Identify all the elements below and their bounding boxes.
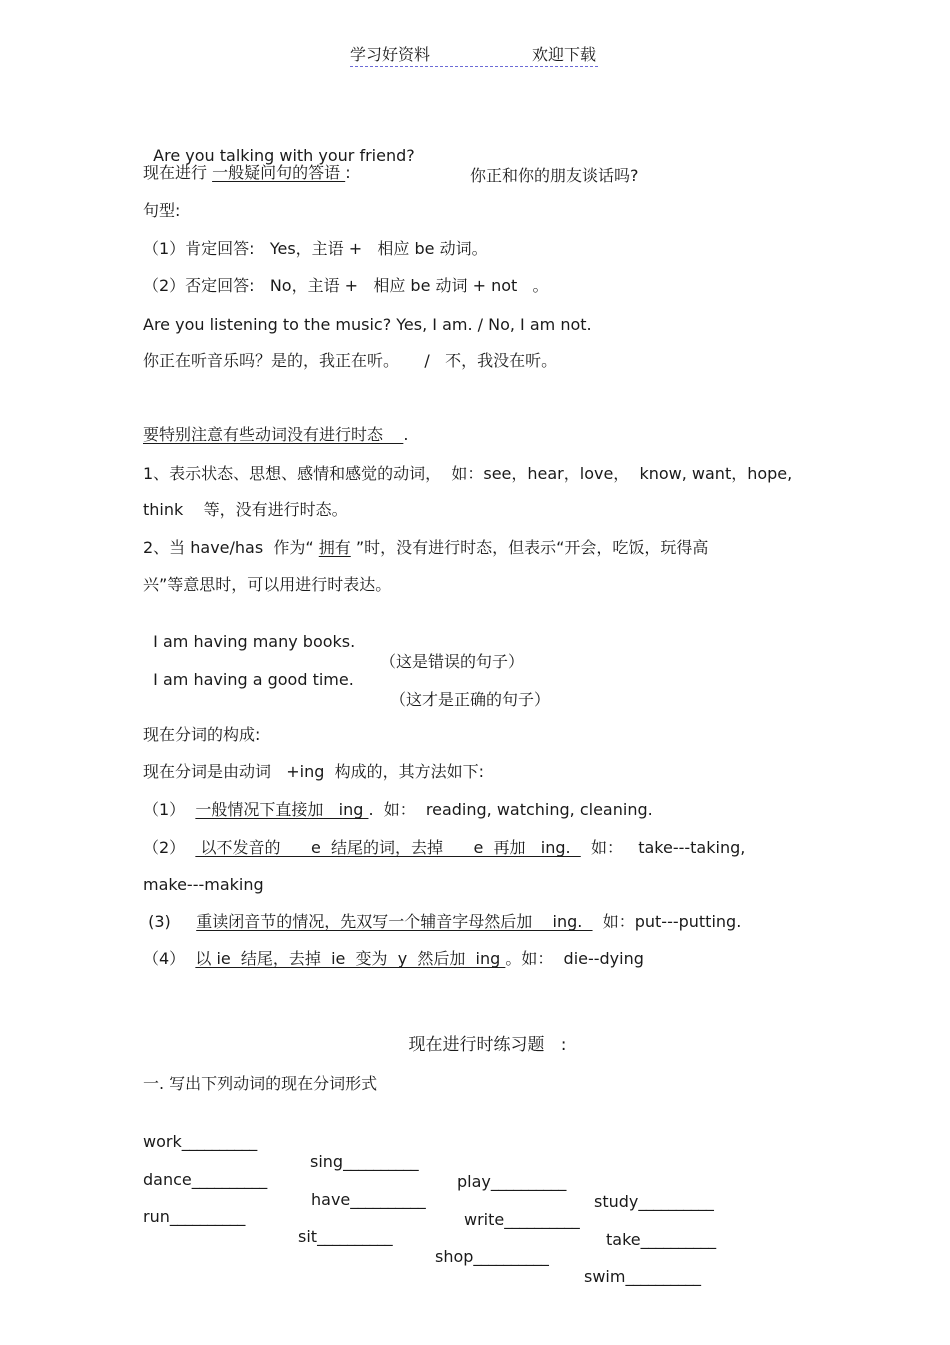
answer-blank: __________ — [640, 1230, 716, 1249]
rule3-underlined: 重读闭音节的情况，先双写一个辅音字母然后加 ing. — [196, 912, 593, 931]
note2-post: ”时，没有进行时态，但表示“开会，吃饭，玩得高 — [350, 538, 709, 557]
word-item — [143, 1207, 245, 1227]
pattern-label: 句型: — [143, 201, 181, 220]
example-wrong-zh: （这是错误的句子） — [380, 652, 525, 671]
rule1-post: . 如： reading, watching, cleaning. — [368, 800, 653, 819]
word-label: dance — [143, 1170, 192, 1189]
exercise-title: 现在进行时练习题 : — [408, 1035, 567, 1055]
word-label: run — [143, 1207, 170, 1226]
answer-blank: __________ — [473, 1247, 549, 1266]
word-item — [298, 1227, 392, 1247]
rule4-pre: （4） — [143, 949, 196, 968]
rule4-post: 。如： die--dying — [505, 949, 644, 968]
page-header — [350, 42, 598, 67]
word-label: swim — [584, 1267, 626, 1286]
note-heading — [143, 425, 408, 445]
rule-2 — [143, 838, 745, 858]
rule-1 — [143, 800, 653, 820]
rule-4 — [143, 949, 644, 969]
example-right-en: I am having a good time. — [153, 670, 354, 689]
rule3-pre: (3) — [143, 912, 197, 931]
note2-line2: 兴”等意思时，可以用进行时表达。 — [143, 575, 392, 594]
word-item — [311, 1190, 425, 1210]
word-label: write — [464, 1210, 505, 1229]
word-item — [606, 1230, 716, 1250]
rule2-pre: （2） — [143, 838, 196, 857]
answer-blank: __________ — [350, 1190, 426, 1209]
word-item — [584, 1267, 700, 1287]
word-label: play — [457, 1172, 491, 1191]
word-label: sing — [310, 1152, 344, 1171]
word-item — [594, 1192, 713, 1212]
header-right-text: 欢迎下载 — [531, 45, 596, 64]
word-item — [464, 1210, 579, 1230]
answer-blank: __________ — [191, 1170, 267, 1189]
answer-blank: __________ — [638, 1192, 714, 1211]
answer-blank: __________ — [504, 1210, 580, 1229]
word-label: sit — [298, 1227, 318, 1246]
word-item — [310, 1152, 418, 1172]
question-en: Are you talking with your friend? — [153, 146, 415, 165]
note-heading-post: . — [403, 425, 409, 444]
rule1-pre: （1） — [143, 800, 196, 819]
note2-line1 — [143, 538, 708, 558]
word-item — [435, 1247, 548, 1267]
answer-example-zh: 你正在听音乐吗？是的，我正在听。 / 不，我没在听。 — [143, 351, 558, 370]
note1-line2: think 等，没有进行时态。 — [143, 500, 348, 519]
word-label: work — [143, 1132, 182, 1151]
word-label: take — [606, 1230, 641, 1249]
answer-heading-pre: 现在进行 — [143, 163, 213, 182]
word-label: shop — [435, 1247, 474, 1266]
answer-blank: __________ — [169, 1207, 245, 1226]
note2-underlined: 拥有 — [318, 538, 351, 557]
example-right-zh: （这才是正确的句子） — [390, 690, 551, 709]
pattern-affirmative: （1）肯定回答: Yes，主语 + 相应 be 动词。 — [143, 239, 488, 258]
answer-blank: __________ — [343, 1152, 419, 1171]
rule2-post: 如： take---taking, — [580, 838, 746, 857]
answer-heading — [143, 163, 351, 183]
note1-line1: 1、表示状态、思想、感情和感觉的动词， 如：see，hear，love， know, want，hope, — [143, 464, 793, 483]
rule-3 — [143, 912, 741, 932]
answer-blank: __________ — [181, 1132, 257, 1151]
example-wrong-en: I am having many books. — [153, 632, 356, 651]
note-heading-underlined: 要特别注意有些动词没有进行时态 — [143, 425, 404, 444]
answer-heading-post: : — [345, 163, 351, 182]
rule3-post: 如：put---putting. — [592, 912, 742, 931]
answer-blank: __________ — [625, 1267, 701, 1286]
rule4-underlined: 以 ie 结尾，去掉 ie 变为 y 然后加 ing — [195, 949, 506, 968]
answer-blank: __________ — [490, 1172, 566, 1191]
participle-intro: 现在分词是由动词 +ing 构成的，其方法如下: — [143, 762, 484, 781]
word-label: have — [311, 1190, 351, 1209]
word-item — [143, 1170, 267, 1190]
question-zh: 你正和你的朋友谈话吗? — [470, 166, 639, 185]
word-label: study — [594, 1192, 639, 1211]
note2-pre: 2、当 have/has 作为“ — [143, 538, 319, 557]
rule2-underlined: 以不发音的 e 结尾的词，去掉 e 再加 ing. — [195, 838, 581, 857]
answer-blank: __________ — [317, 1227, 393, 1246]
answer-heading-underlined: 一般疑问句的答语 — [212, 163, 346, 182]
header-left-text: 学习好资料 — [350, 45, 431, 64]
section-1-heading: 一. 写出下列动词的现在分词形式 — [143, 1074, 378, 1093]
rule1-underlined: 一般情况下直接加 ing — [195, 800, 369, 819]
rule-2-continued: make---making — [143, 875, 264, 894]
pattern-negative: （2）否定回答: No，主语 + 相应 be 动词 + not 。 — [143, 276, 549, 295]
word-item — [457, 1172, 566, 1192]
participle-heading: 现在分词的构成: — [143, 725, 261, 744]
word-item — [143, 1132, 257, 1152]
answer-example-en: Are you listening to the music? Yes, I am. / No, I am not. — [143, 315, 592, 334]
